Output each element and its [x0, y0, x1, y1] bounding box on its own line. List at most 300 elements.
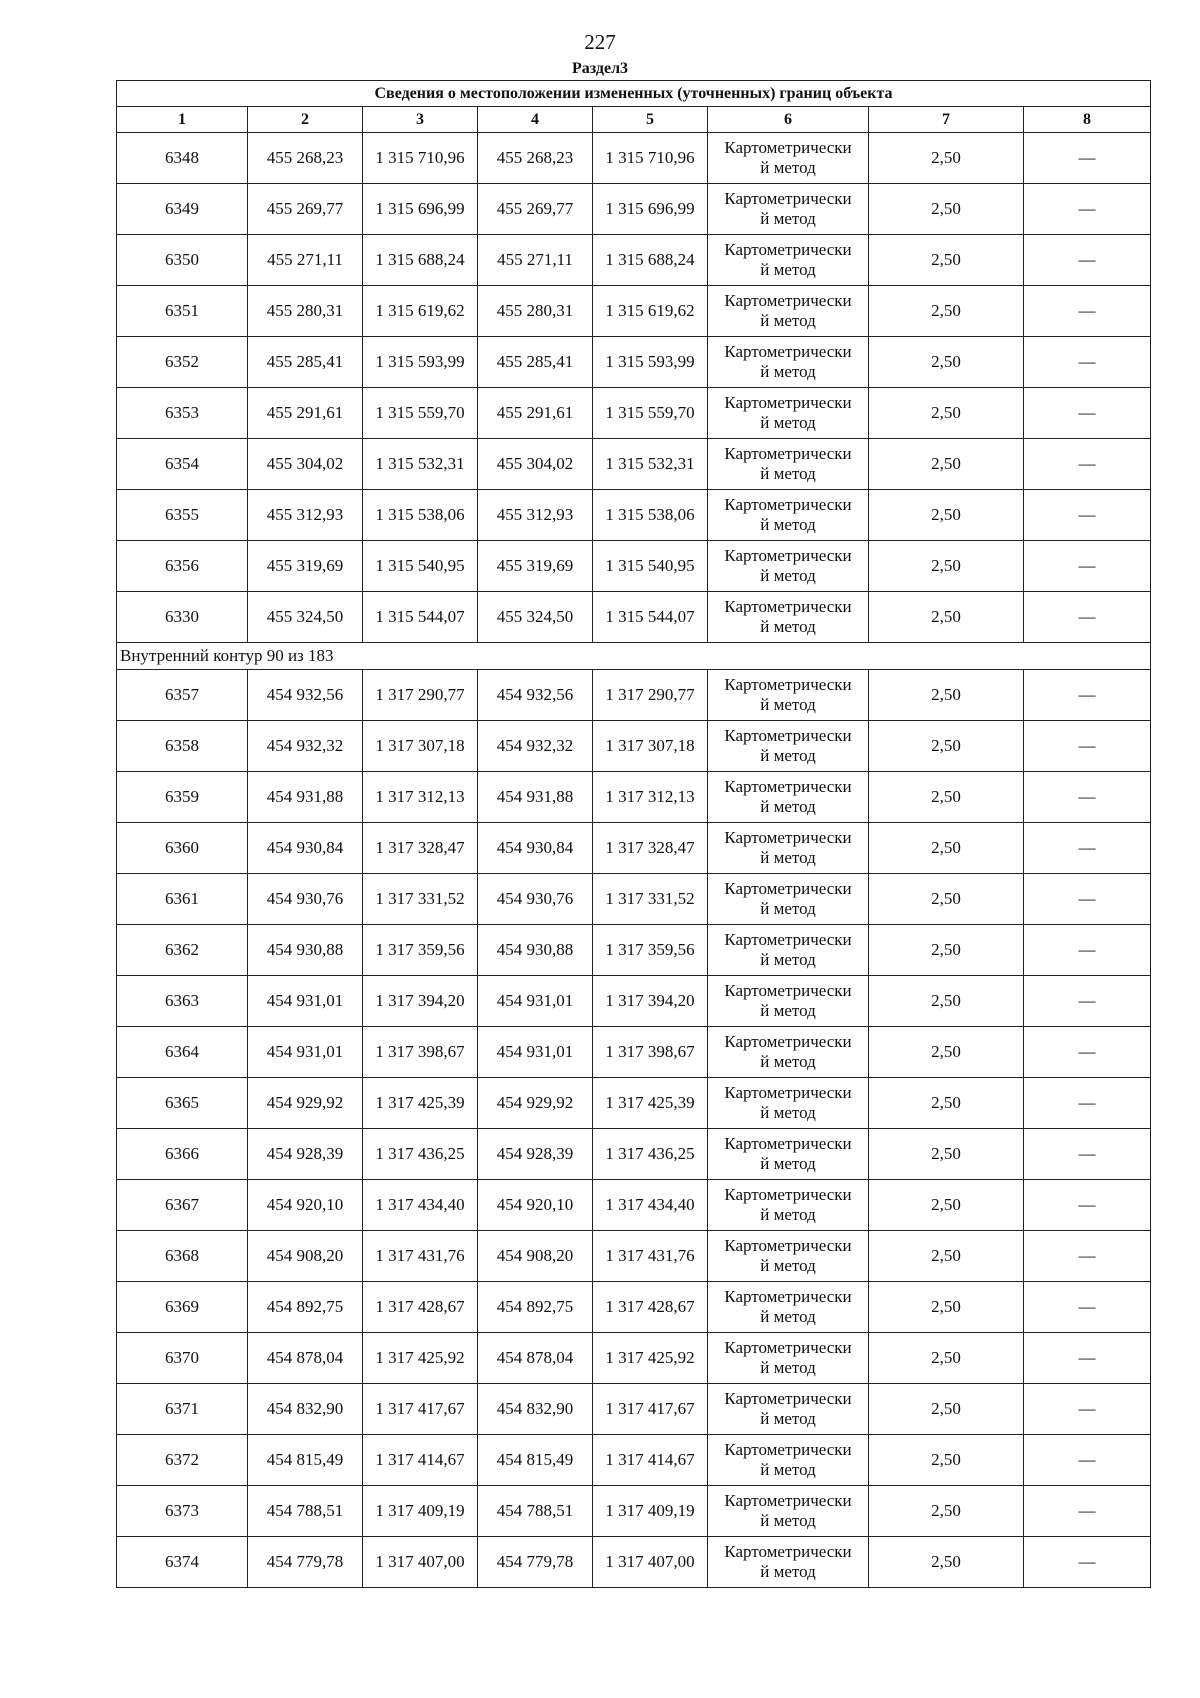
method-text-line2: й метод: [760, 1511, 816, 1530]
point-id-cell: 6362: [117, 925, 248, 976]
y-old-cell: 1 315 538,06: [363, 490, 478, 541]
table-row: [117, 592, 1151, 643]
x-new-cell: 454 815,49: [478, 1435, 593, 1486]
method-cell: [708, 1435, 869, 1486]
y-new-cell: 1 315 540,95: [593, 541, 708, 592]
note-cell: —: [1024, 337, 1151, 388]
point-id-cell: 6352: [117, 337, 248, 388]
method-cell: [708, 1486, 869, 1537]
column-number: 6: [708, 107, 869, 133]
method-text-line1: Картометрически: [724, 1338, 852, 1357]
method-text-line2: й метод: [760, 1409, 816, 1428]
y-new-cell: 1 315 544,07: [593, 592, 708, 643]
y-new-cell: 1 315 532,31: [593, 439, 708, 490]
y-new-cell: 1 317 436,25: [593, 1129, 708, 1180]
method-text-line2: й метод: [760, 209, 816, 228]
y-new-cell: 1 317 409,19: [593, 1486, 708, 1537]
note-cell: —: [1024, 133, 1151, 184]
y-old-cell: 1 317 394,20: [363, 976, 478, 1027]
note-cell: —: [1024, 976, 1151, 1027]
method-text-line2: й метод: [760, 617, 816, 636]
y-new-cell: 1 315 619,62: [593, 286, 708, 337]
y-new-cell: 1 317 328,47: [593, 823, 708, 874]
method-text-line1: Картометрически: [724, 495, 852, 514]
point-id-cell: 6369: [117, 1282, 248, 1333]
method-text-line2: й метод: [760, 566, 816, 585]
note-cell: —: [1024, 1486, 1151, 1537]
y-old-cell: 1 315 544,07: [363, 592, 478, 643]
method-cell: [708, 670, 869, 721]
method-cell: [708, 133, 869, 184]
method-text-line1: Картометрически: [724, 1440, 852, 1459]
table-row: [117, 1231, 1151, 1282]
table-row: [117, 1333, 1151, 1384]
table-caption-row: [117, 81, 1151, 107]
y-old-cell: 1 317 290,77: [363, 670, 478, 721]
accuracy-cell: 2,50: [869, 1180, 1024, 1231]
y-new-cell: 1 317 290,77: [593, 670, 708, 721]
accuracy-cell: 2,50: [869, 184, 1024, 235]
x-old-cell: 455 304,02: [248, 439, 363, 490]
x-new-cell: 454 920,10: [478, 1180, 593, 1231]
method-cell: [708, 439, 869, 490]
y-old-cell: 1 317 425,39: [363, 1078, 478, 1129]
x-new-cell: 455 291,61: [478, 388, 593, 439]
table-row: [117, 772, 1151, 823]
y-new-cell: 1 315 559,70: [593, 388, 708, 439]
contour-section-row: [117, 643, 1151, 670]
x-new-cell: 455 304,02: [478, 439, 593, 490]
accuracy-cell: 2,50: [869, 925, 1024, 976]
note-cell: —: [1024, 439, 1151, 490]
note-cell: —: [1024, 592, 1151, 643]
method-text-line2: й метод: [760, 1154, 816, 1173]
note-cell: —: [1024, 235, 1151, 286]
method-text-line2: й метод: [760, 1052, 816, 1071]
x-new-cell: 454 931,01: [478, 1027, 593, 1078]
method-cell: [708, 337, 869, 388]
method-text-line1: Картометрически: [724, 138, 852, 157]
y-new-cell: 1 315 696,99: [593, 184, 708, 235]
note-cell: —: [1024, 874, 1151, 925]
method-text-line2: й метод: [760, 515, 816, 534]
method-text-line1: Картометрически: [724, 546, 852, 565]
y-old-cell: 1 317 431,76: [363, 1231, 478, 1282]
x-old-cell: 454 929,92: [248, 1078, 363, 1129]
method-text-line1: Картометрически: [724, 597, 852, 616]
y-new-cell: 1 317 407,00: [593, 1537, 708, 1588]
accuracy-cell: 2,50: [869, 541, 1024, 592]
method-text-line2: й метод: [760, 158, 816, 177]
method-text-line2: й метод: [760, 1256, 816, 1275]
accuracy-cell: 2,50: [869, 133, 1024, 184]
point-id-cell: 6363: [117, 976, 248, 1027]
table-row: [117, 133, 1151, 184]
method-text-line2: й метод: [760, 362, 816, 381]
note-cell: —: [1024, 721, 1151, 772]
y-new-cell: 1 317 398,67: [593, 1027, 708, 1078]
page-number: 227: [584, 30, 616, 54]
method-text-line2: й метод: [760, 1103, 816, 1122]
table-row: [117, 1486, 1151, 1537]
method-text-line2: й метод: [760, 1358, 816, 1377]
column-number: 2: [248, 107, 363, 133]
accuracy-cell: 2,50: [869, 1027, 1024, 1078]
x-old-cell: 454 932,32: [248, 721, 363, 772]
method-cell: [708, 1129, 869, 1180]
x-new-cell: 454 832,90: [478, 1384, 593, 1435]
table-row: [117, 823, 1151, 874]
accuracy-cell: 2,50: [869, 1282, 1024, 1333]
y-old-cell: 1 315 688,24: [363, 235, 478, 286]
x-old-cell: 454 832,90: [248, 1384, 363, 1435]
method-cell: [708, 490, 869, 541]
point-id-cell: 6355: [117, 490, 248, 541]
x-new-cell: 454 932,32: [478, 721, 593, 772]
y-old-cell: 1 315 540,95: [363, 541, 478, 592]
x-new-cell: 454 931,01: [478, 976, 593, 1027]
table-row: [117, 388, 1151, 439]
note-cell: —: [1024, 1333, 1151, 1384]
note-cell: —: [1024, 184, 1151, 235]
note-cell: —: [1024, 1282, 1151, 1333]
x-new-cell: 455 268,23: [478, 133, 593, 184]
section-title: Раздел3: [571, 60, 629, 77]
y-new-cell: 1 315 710,96: [593, 133, 708, 184]
accuracy-cell: 2,50: [869, 1537, 1024, 1588]
method-cell: [708, 286, 869, 337]
note-cell: —: [1024, 490, 1151, 541]
y-old-cell: 1 315 696,99: [363, 184, 478, 235]
method-text-line1: Картометрически: [724, 726, 852, 745]
note-cell: —: [1024, 1129, 1151, 1180]
table-row: [117, 670, 1151, 721]
table-row: [117, 1282, 1151, 1333]
method-cell: [708, 925, 869, 976]
coordinates-table: [116, 80, 1151, 1588]
x-old-cell: 455 271,11: [248, 235, 363, 286]
x-new-cell: 455 271,11: [478, 235, 593, 286]
point-id-cell: 6361: [117, 874, 248, 925]
method-cell: [708, 721, 869, 772]
x-new-cell: 454 932,56: [478, 670, 593, 721]
y-new-cell: 1 317 425,92: [593, 1333, 708, 1384]
note-cell: —: [1024, 388, 1151, 439]
method-text-line1: Картометрически: [724, 1032, 852, 1051]
point-id-cell: 6351: [117, 286, 248, 337]
x-new-cell: 454 930,76: [478, 874, 593, 925]
note-cell: —: [1024, 1384, 1151, 1435]
table-row: [117, 1027, 1151, 1078]
y-old-cell: 1 315 593,99: [363, 337, 478, 388]
y-old-cell: 1 317 407,00: [363, 1537, 478, 1588]
accuracy-cell: 2,50: [869, 976, 1024, 1027]
method-cell: [708, 235, 869, 286]
point-id-cell: 6358: [117, 721, 248, 772]
accuracy-cell: 2,50: [869, 823, 1024, 874]
note-cell: —: [1024, 823, 1151, 874]
method-cell: [708, 1027, 869, 1078]
table-row: [117, 721, 1151, 772]
x-old-cell: 455 285,41: [248, 337, 363, 388]
x-old-cell: 454 932,56: [248, 670, 363, 721]
x-old-cell: 454 779,78: [248, 1537, 363, 1588]
method-text-line1: Картометрически: [724, 240, 852, 259]
y-new-cell: 1 317 307,18: [593, 721, 708, 772]
method-text-line2: й метод: [760, 1562, 816, 1581]
method-text-line2: й метод: [760, 464, 816, 483]
y-new-cell: 1 317 394,20: [593, 976, 708, 1027]
y-old-cell: 1 317 328,47: [363, 823, 478, 874]
note-cell: —: [1024, 286, 1151, 337]
accuracy-cell: 2,50: [869, 235, 1024, 286]
method-text-line2: й метод: [760, 311, 816, 330]
table-body: [117, 81, 1151, 1588]
point-id-cell: 6373: [117, 1486, 248, 1537]
note-cell: —: [1024, 1027, 1151, 1078]
method-cell: [708, 976, 869, 1027]
table-row: [117, 1078, 1151, 1129]
table-row: [117, 874, 1151, 925]
table-row: [117, 235, 1151, 286]
table-row: [117, 1435, 1151, 1486]
point-id-cell: 6350: [117, 235, 248, 286]
method-text-line2: й метод: [760, 746, 816, 765]
x-old-cell: 454 788,51: [248, 1486, 363, 1537]
y-old-cell: 1 317 331,52: [363, 874, 478, 925]
point-id-cell: 6368: [117, 1231, 248, 1282]
y-new-cell: 1 317 331,52: [593, 874, 708, 925]
x-old-cell: 454 878,04: [248, 1333, 363, 1384]
method-cell: [708, 1384, 869, 1435]
note-cell: —: [1024, 772, 1151, 823]
method-text-line2: й метод: [760, 1460, 816, 1479]
accuracy-cell: 2,50: [869, 1078, 1024, 1129]
y-new-cell: 1 315 593,99: [593, 337, 708, 388]
x-old-cell: 454 892,75: [248, 1282, 363, 1333]
method-text-line1: Картометрически: [724, 1542, 852, 1561]
table-row: [117, 1180, 1151, 1231]
method-cell: [708, 823, 869, 874]
accuracy-cell: 2,50: [869, 1435, 1024, 1486]
x-new-cell: 455 285,41: [478, 337, 593, 388]
y-old-cell: 1 317 417,67: [363, 1384, 478, 1435]
table-row: [117, 490, 1151, 541]
x-new-cell: 454 788,51: [478, 1486, 593, 1537]
x-new-cell: 454 931,88: [478, 772, 593, 823]
method-text-line1: Картометрически: [724, 291, 852, 310]
method-cell: [708, 184, 869, 235]
method-cell: [708, 388, 869, 439]
point-id-cell: 6354: [117, 439, 248, 490]
method-text-line2: й метод: [760, 1001, 816, 1020]
method-text-line1: Картометрически: [724, 981, 852, 1000]
y-old-cell: 1 315 619,62: [363, 286, 478, 337]
y-old-cell: 1 315 710,96: [363, 133, 478, 184]
x-old-cell: 455 291,61: [248, 388, 363, 439]
x-old-cell: 455 319,69: [248, 541, 363, 592]
x-old-cell: 454 930,84: [248, 823, 363, 874]
y-new-cell: 1 317 431,76: [593, 1231, 708, 1282]
method-cell: [708, 874, 869, 925]
point-id-cell: 6366: [117, 1129, 248, 1180]
y-old-cell: 1 317 307,18: [363, 721, 478, 772]
method-cell: [708, 1078, 869, 1129]
column-number-row: [117, 107, 1151, 133]
method-text-line1: Картометрически: [724, 1134, 852, 1153]
y-old-cell: 1 317 398,67: [363, 1027, 478, 1078]
accuracy-cell: 2,50: [869, 286, 1024, 337]
method-text-line2: й метод: [760, 1307, 816, 1326]
y-new-cell: 1 317 312,13: [593, 772, 708, 823]
accuracy-cell: 2,50: [869, 490, 1024, 541]
point-id-cell: 6349: [117, 184, 248, 235]
x-new-cell: 454 878,04: [478, 1333, 593, 1384]
x-new-cell: 455 269,77: [478, 184, 593, 235]
table-row: [117, 286, 1151, 337]
x-old-cell: 454 928,39: [248, 1129, 363, 1180]
point-id-cell: 6356: [117, 541, 248, 592]
x-old-cell: 454 931,01: [248, 1027, 363, 1078]
method-cell: [708, 592, 869, 643]
table-row: [117, 337, 1151, 388]
x-new-cell: 455 312,93: [478, 490, 593, 541]
x-old-cell: 455 312,93: [248, 490, 363, 541]
point-id-cell: 6365: [117, 1078, 248, 1129]
y-new-cell: 1 317 428,67: [593, 1282, 708, 1333]
accuracy-cell: 2,50: [869, 388, 1024, 439]
column-number: 7: [869, 107, 1024, 133]
accuracy-cell: 2,50: [869, 874, 1024, 925]
x-old-cell: 454 908,20: [248, 1231, 363, 1282]
note-cell: —: [1024, 1537, 1151, 1588]
y-old-cell: 1 315 559,70: [363, 388, 478, 439]
point-id-cell: 6371: [117, 1384, 248, 1435]
method-cell: [708, 1180, 869, 1231]
method-text-line1: Картометрически: [724, 393, 852, 412]
method-text-line2: й метод: [760, 695, 816, 714]
y-new-cell: 1 317 425,39: [593, 1078, 708, 1129]
x-old-cell: 454 930,88: [248, 925, 363, 976]
method-text-line2: й метод: [760, 848, 816, 867]
point-id-cell: 6330: [117, 592, 248, 643]
x-old-cell: 454 815,49: [248, 1435, 363, 1486]
column-number: 3: [363, 107, 478, 133]
x-old-cell: 454 920,10: [248, 1180, 363, 1231]
method-cell: [708, 1282, 869, 1333]
x-old-cell: 455 268,23: [248, 133, 363, 184]
method-cell: [708, 772, 869, 823]
y-old-cell: 1 317 414,67: [363, 1435, 478, 1486]
y-old-cell: 1 317 359,56: [363, 925, 478, 976]
table-row: [117, 1537, 1151, 1588]
y-old-cell: 1 315 532,31: [363, 439, 478, 490]
note-cell: —: [1024, 1435, 1151, 1486]
x-new-cell: 454 908,20: [478, 1231, 593, 1282]
x-old-cell: 455 280,31: [248, 286, 363, 337]
y-old-cell: 1 317 312,13: [363, 772, 478, 823]
x-new-cell: 455 280,31: [478, 286, 593, 337]
x-new-cell: 454 929,92: [478, 1078, 593, 1129]
method-text-line1: Картометрически: [724, 1491, 852, 1510]
x-old-cell: 454 931,88: [248, 772, 363, 823]
x-new-cell: 455 319,69: [478, 541, 593, 592]
method-text-line2: й метод: [760, 797, 816, 816]
method-text-line2: й метод: [760, 1205, 816, 1224]
contour-label: Внутренний контур 90 из 183: [117, 643, 1151, 670]
point-id-cell: 6359: [117, 772, 248, 823]
y-new-cell: 1 317 414,67: [593, 1435, 708, 1486]
method-text-line1: Картометрически: [724, 189, 852, 208]
accuracy-cell: 2,50: [869, 592, 1024, 643]
y-new-cell: 1 317 417,67: [593, 1384, 708, 1435]
column-number: 4: [478, 107, 593, 133]
method-text-line2: й метод: [760, 413, 816, 432]
method-text-line2: й метод: [760, 950, 816, 969]
table-row: [117, 976, 1151, 1027]
accuracy-cell: 2,50: [869, 1384, 1024, 1435]
method-text-line2: й метод: [760, 260, 816, 279]
point-id-cell: 6374: [117, 1537, 248, 1588]
x-old-cell: 454 930,76: [248, 874, 363, 925]
x-new-cell: 455 324,50: [478, 592, 593, 643]
y-new-cell: 1 317 359,56: [593, 925, 708, 976]
point-id-cell: 6372: [117, 1435, 248, 1486]
y-new-cell: 1 315 688,24: [593, 235, 708, 286]
method-text-line1: Картометрически: [724, 777, 852, 796]
point-id-cell: 6353: [117, 388, 248, 439]
method-cell: [708, 1333, 869, 1384]
table-row: [117, 1129, 1151, 1180]
method-text-line1: Картометрически: [724, 828, 852, 847]
accuracy-cell: 2,50: [869, 337, 1024, 388]
x-new-cell: 454 928,39: [478, 1129, 593, 1180]
y-old-cell: 1 317 434,40: [363, 1180, 478, 1231]
x-new-cell: 454 892,75: [478, 1282, 593, 1333]
column-number: 8: [1024, 107, 1151, 133]
method-text-line1: Картометрически: [724, 444, 852, 463]
note-cell: —: [1024, 925, 1151, 976]
table-caption: Сведения о местоположении измененных (уточненных) границ объекта: [117, 81, 1151, 107]
method-text-line1: Картометрически: [724, 1083, 852, 1102]
x-new-cell: 454 930,84: [478, 823, 593, 874]
x-old-cell: 454 931,01: [248, 976, 363, 1027]
point-id-cell: 6367: [117, 1180, 248, 1231]
method-text-line1: Картометрически: [724, 1236, 852, 1255]
column-number: 5: [593, 107, 708, 133]
x-new-cell: 454 930,88: [478, 925, 593, 976]
point-id-cell: 6360: [117, 823, 248, 874]
note-cell: —: [1024, 1180, 1151, 1231]
column-number: 1: [117, 107, 248, 133]
accuracy-cell: 2,50: [869, 1129, 1024, 1180]
method-text-line1: Картометрически: [724, 879, 852, 898]
y-new-cell: 1 317 434,40: [593, 1180, 708, 1231]
method-cell: [708, 1537, 869, 1588]
point-id-cell: 6370: [117, 1333, 248, 1384]
y-old-cell: 1 317 425,92: [363, 1333, 478, 1384]
method-text-line1: Картометрически: [724, 1389, 852, 1408]
point-id-cell: 6348: [117, 133, 248, 184]
accuracy-cell: 2,50: [869, 439, 1024, 490]
x-old-cell: 455 324,50: [248, 592, 363, 643]
table-row: [117, 184, 1151, 235]
method-text-line2: й метод: [760, 899, 816, 918]
accuracy-cell: 2,50: [869, 721, 1024, 772]
note-cell: —: [1024, 1231, 1151, 1282]
y-new-cell: 1 315 538,06: [593, 490, 708, 541]
note-cell: —: [1024, 541, 1151, 592]
